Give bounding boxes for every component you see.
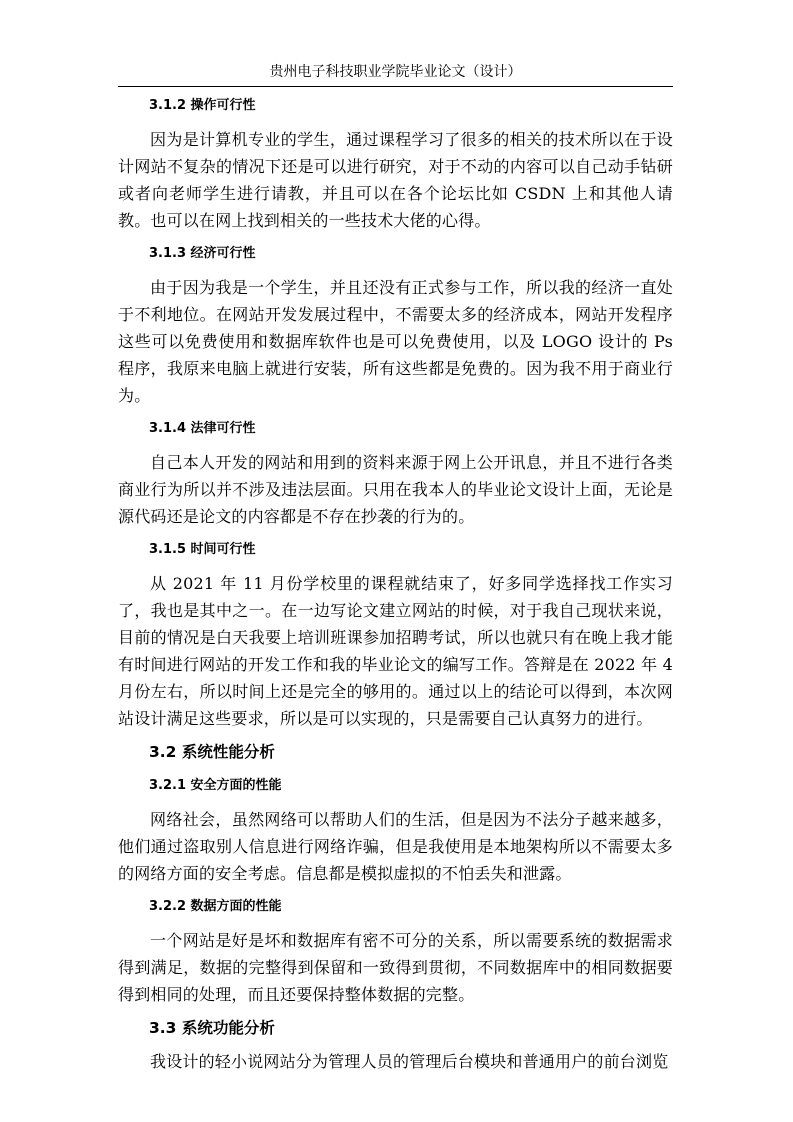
section-heading-3-1-4: 3.1.4 法律可行性 <box>149 421 256 436</box>
section-heading-3-3: 3.3 系统功能分析 <box>149 1019 275 1037</box>
section-heading-3-2: 3.2 系统性能分析 <box>149 743 275 761</box>
paragraph-time-feasibility: 从 2021 年 11 月份学校里的课程就结束了，好多同学选择找工作实习了，我也是其中之一。在一边写论文建立网站的时候，对于我自己现状来说，目前的情况是白天我要上培训班课参加招聘考试，所以也就只有在晚上我才能有时间进行网站的开发工作和我的毕业论文的编写工作。答辩是在 2022 年 4 月份左右，所以时间上还是完全的够用的。通过以上的结论可以得到，本次网站设计满足这些要求，所以是可以实现的，只是需要自己认真努力的进行。 <box>118 574 673 728</box>
paragraph-economic-feasibility: 由于因为我是一个学生，并且还没有正式参与工作，所以我的经济一直处于不利地位。在网站开发发展过程中，不需要太多的经济成本，网站开发程序这些可以免费使用和数据库软件也是可以免费使用，以及 LOGO 设计的 Ps 程序，我原来电脑上就进行安装，所有这些都是免费的。因为我不用于商业行为。 <box>118 278 673 405</box>
paragraph-data-performance: 一个网站是好是坏和数据库有密不可分的关系，所以需要系统的数据需求得到满足，数据的完整得到保留和一致得到贯彻，不同数据库中的相同数据要得到相同的处理，而且还要保持整体数据的完整。 <box>118 931 673 1004</box>
paragraph-security-performance: 网络社会，虽然网络可以帮助人们的生活，但是因为不法分子越来越多，他们通过盗取别人信息进行网络诈骗，但是我使用是本地架构所以不需要太多的网络方面的安全考虑。信息都是模拟虚拟的不怕丢失和泄露。 <box>118 810 673 883</box>
section-heading-3-1-2: 3.1.2 操作可行性 <box>149 98 256 113</box>
section-heading-3-2-2: 3.2.2 数据方面的性能 <box>149 899 282 914</box>
running-header: 贵州电子科技职业学院毕业论文（设计） <box>269 64 522 80</box>
section-heading-3-1-3: 3.1.3 经济可行性 <box>149 246 256 261</box>
paragraph-function-analysis: 我设计的轻小说网站分为管理人员的管理后台模块和普通用户的前台浏览 <box>150 1052 669 1071</box>
paragraph-legal-feasibility: 自己本人开发的网站和用到的资料来源于网上公开讯息，并且不进行各类商业行为所以并不涉及违法层面。只用在我本人的毕业论文设计上面，无论是源代码还是论文的内容都是不存在抄袭的行为的。 <box>118 453 673 526</box>
paragraph-operation-feasibility: 因为是计算机专业的学生，通过课程学习了很多的相关的技术所以在于设计网站不复杂的情况下还是可以进行研究，对于不动的内容可以自己动手钻研或者向老师学生进行请教，并且可以在各个论坛比如 CSDN 上和其他人请教。也可以在网上找到相关的一些技术大佬的心得。 <box>118 130 673 230</box>
document-body <box>118 92 673 1081</box>
section-heading-3-1-5: 3.1.5 时间可行性 <box>149 542 256 557</box>
section-heading-3-2-1: 3.2.1 安全方面的性能 <box>149 778 282 793</box>
header-divider <box>118 86 673 87</box>
